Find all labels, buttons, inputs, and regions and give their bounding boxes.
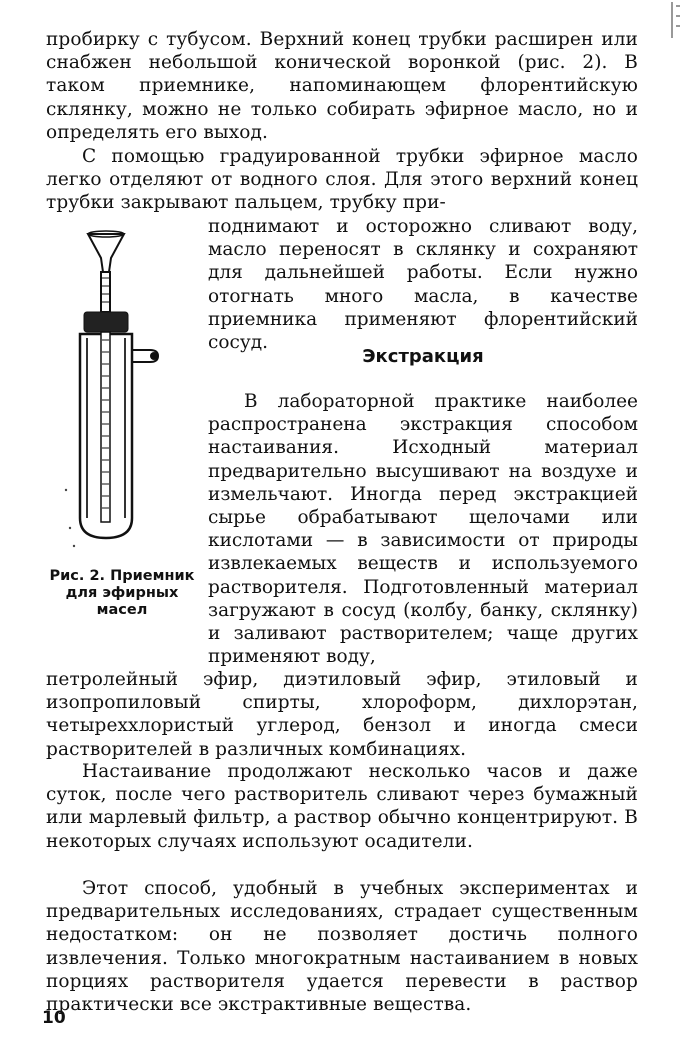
edge-scan-mark: [668, 0, 682, 40]
paragraph-2-top: С помощью градуированной трубки эфирное масло легко отделяют от водного слоя. Для этого верхний конец трубки закрывают пальцем, трубку при-: [46, 146, 638, 214]
essential-oil-receiver-tube-icon: [58, 228, 178, 558]
figure-caption: Рис. 2. Приемник для эфирных масел: [49, 568, 195, 618]
paragraph-2-wrap: поднимают и осторожно сливают воду, масло переносят в склянку и сохраняют для дальнейшей работы. Если нужно отогнать много масла, в качестве приемника применяют флорентийский сосуд.: [208, 216, 638, 354]
paragraph-4: Настаивание продолжают несколько часов и даже суток, после чего растворитель сливают через бумажный или марлевый фильтр, а раствор обычно концентрируют. В некоторых случаях используют осадители.: [46, 761, 638, 852]
page-number: 10: [42, 1008, 66, 1028]
section-title: Экстракция: [362, 346, 484, 367]
paragraph-5: Этот способ, удобный в учебных экспериментах и предварительных исследованиях, страдает существенным недостатком: он не позволяет достичь полного извлечения. Только многократным настаиванием в новых порциях растворителя удается перевести в раствор практически все экстрактивные вещества.: [46, 878, 638, 1016]
paragraph-3-wrap: В лабораторной практике наиболее распространена экстракция способом настаивания. Исходный материал предварительно высушивают на воздухе и измельчают. Иногда перед экстракцией сырье обрабатывают щелочами или кислотами — в зависимости от природы извлекаемых веществ и используемого растворителя. Подготовленный материал загружают в сосуд (колбу, банку, склянку) и заливают растворителем; чаще других применяют воду,: [208, 391, 638, 668]
paragraph-3-full: петролейный эфир, диэтиловый эфир, этиловый и изопропиловый спирты, хлороформ, дихлорэтан, четыреххлористый углерод, бензол и иногда смеси растворителей в различных комбинациях.: [46, 669, 638, 760]
paragraph-1: пробирку с тубусом. Верхний конец трубки расширен или снабжен небольшой конической воронкой (рис. 2). В таком приемнике, напоминающем флорентийскую склянку, можно не только собирать эфирное масло, но и определять его выход.: [46, 29, 638, 143]
